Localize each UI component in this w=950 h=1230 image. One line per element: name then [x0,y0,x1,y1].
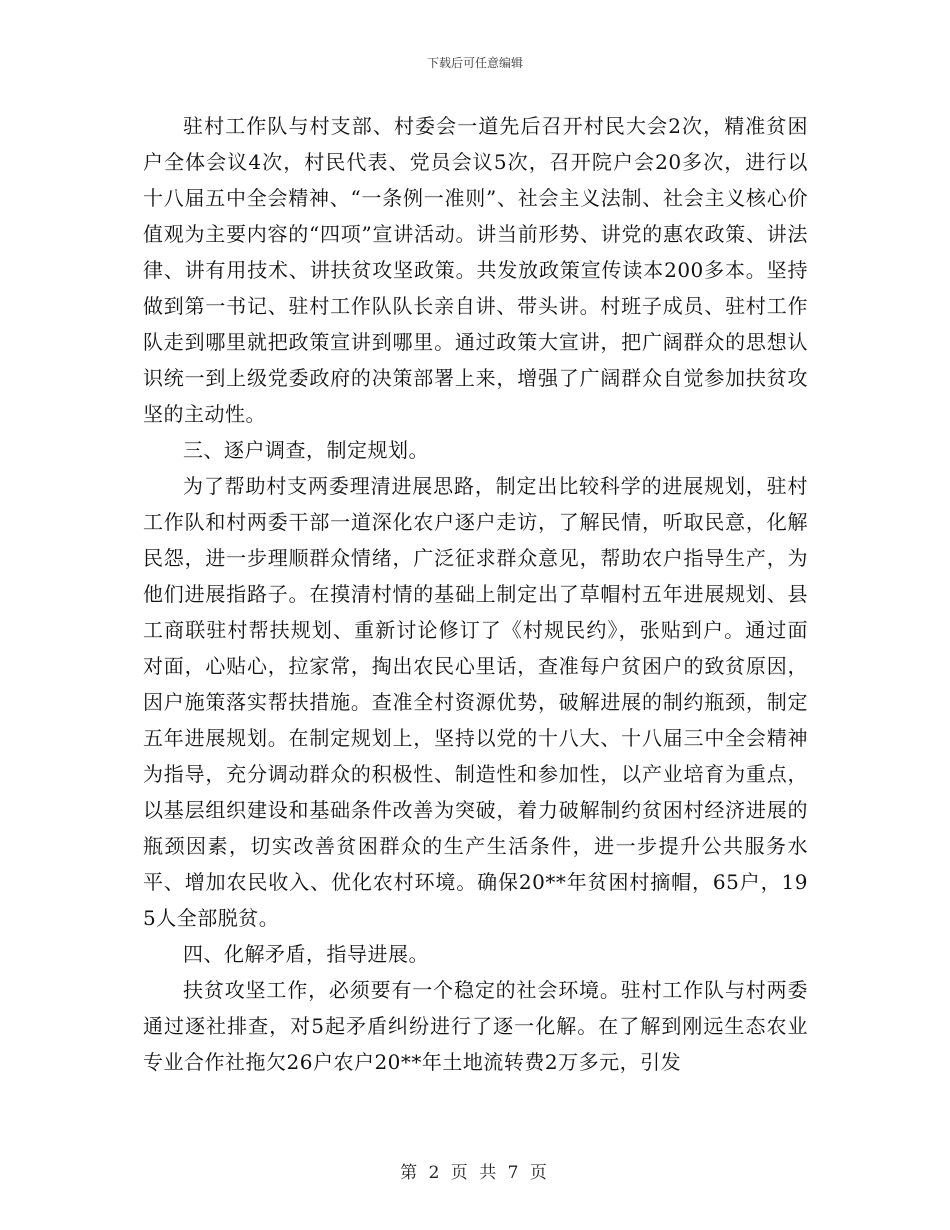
section-heading-survey: 三、逐户调查，制定规划。 [183,438,429,462]
paragraph-meetings: 驻村工作队与村支部、村委会一道先后召开村民大会2次，精准贫困户全体会议4次，村民代表、党员会议5次，召开院户会20多次，进行以十八届五中全会精神、“一条例一准则”、社会主义法制、社会主义核心价值观为主要内容的“四项”宣讲活动。讲当前形势、讲党的惠农政策、讲法律、讲有用技术、讲扶贫攻坚政策。共发放政策宣传读本200多本。坚持做到第一书记、驻村工作队队长亲自讲、带头讲。村班子成员、驻村工作队走到哪里就把政策宣讲到哪里。通过政策大宣讲，把广阔群众的思想认识统一到上级党委政府的决策部署上来，增强了广阔群众自觉参加扶贫攻坚的主动性。 [143,114,808,426]
document-body [143,108,808,1080]
paragraph-planning: 为了帮助村支两委理清进展思路，制定出比较科学的进展规划，驻村工作队和村两委干部一道深化农户逐户走访，了解民情，听取民意，化解民怨，进一步理顺群众情绪，广泛征求群众意见，帮助农户指导生产，为他们进展指路子。在摸清村情的基础上制定出了草帽村五年进展规划、县工商联驻村帮扶规划、重新讨论修订了《村规民约》，张贴到户。通过面对面，心贴心，拉家常，掏出农民心里话，查准每户贫困户的致贫原因，因户施策落实帮扶措施。查准全村资源优势，破解进展的制约瓶颈，制定五年进展规划。在制定规划上，坚持以党的十八大、十八届三中全会精神为指导，充分调动群众的积极性、制造性和参加性，以产业培育为重点，以基层组织建设和基础条件改善为突破，着力破解制约贫困村经济进展的瓶颈因素，切实改善贫困群众的生产生活条件，进一步提升公共服务水平、增加农民收入、优化农村环境。确保20**年贫困村摘帽，65户，195人全部脱贫。 [143,474,808,930]
section-heading-conflicts: 四、化解矛盾，指导进展。 [183,942,429,966]
paragraph-conflicts: 扶贫攻坚工作，必须要有一个稳定的社会环境。驻村工作队与村两委通过逐社排查，对5起矛盾纠纷进行了逐一化解。在了解到刚远生态农业专业合作社拖欠26户农户20**年土地流转费2万多元，引发 [143,978,808,1074]
page-header: 下载后可任意编辑 [426,56,523,70]
page-number-footer: 第 2 页 共 7 页 [400,1163,550,1183]
